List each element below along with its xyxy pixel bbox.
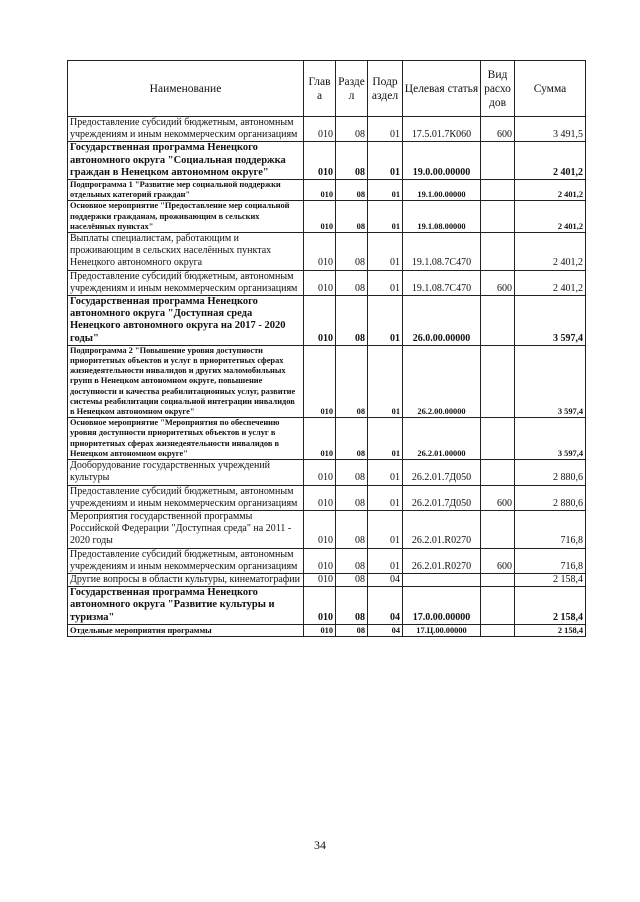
cell-glava: 010 bbox=[304, 587, 336, 625]
cell-glava: 010 bbox=[304, 117, 336, 142]
cell-podrazdel: 04 bbox=[368, 624, 403, 636]
table-row bbox=[68, 345, 586, 417]
cell-vid: 600 bbox=[481, 270, 515, 295]
cell-name: Мероприятия государственной программы Российской Федерации "Доступная среда" на 2011 - 2020 годы bbox=[68, 510, 304, 548]
cell-razdel: 08 bbox=[336, 270, 368, 295]
cell-sum: 2 401,2 bbox=[515, 270, 586, 295]
cell-razdel: 08 bbox=[336, 418, 368, 460]
cell-name: Государственная программа Ненецкого автономного округа "Доступная среда Ненецкого автономного округа на 2017 - 2020 годы" bbox=[68, 296, 304, 346]
cell-vid: 600 bbox=[481, 548, 515, 573]
cell-name: Государственная программа Ненецкого автономного округа "Социальная поддержка граждан в Ненецком автономном округе" bbox=[68, 142, 304, 180]
cell-razdel: 08 bbox=[336, 345, 368, 417]
cell-sum: 716,8 bbox=[515, 510, 586, 548]
header-name: Наименование bbox=[68, 61, 304, 117]
table-row bbox=[68, 573, 586, 586]
table-row bbox=[68, 270, 586, 295]
cell-vid bbox=[481, 180, 515, 201]
cell-glava: 010 bbox=[304, 510, 336, 548]
cell-sum: 2 401,2 bbox=[515, 142, 586, 180]
table-row bbox=[68, 180, 586, 201]
cell-sum: 2 880,6 bbox=[515, 485, 586, 510]
cell-name: Предоставление субсидий бюджетным, автономным учреждениям и иным некоммерческим организациям bbox=[68, 117, 304, 142]
cell-name: Другие вопросы в области культуры, кинематографии bbox=[68, 573, 304, 586]
cell-target: 19.1.08.7С470 bbox=[403, 270, 481, 295]
cell-vid bbox=[481, 233, 515, 271]
cell-target: 19.1.08.00000 bbox=[403, 201, 481, 233]
cell-podrazdel: 01 bbox=[368, 460, 403, 485]
page-number: 34 bbox=[314, 838, 326, 852]
cell-podrazdel: 01 bbox=[368, 510, 403, 548]
cell-podrazdel: 01 bbox=[368, 142, 403, 180]
cell-podrazdel: 01 bbox=[368, 270, 403, 295]
cell-podrazdel: 04 bbox=[368, 587, 403, 625]
table-row bbox=[68, 233, 586, 271]
cell-vid bbox=[481, 142, 515, 180]
cell-razdel: 08 bbox=[336, 117, 368, 142]
cell-glava: 010 bbox=[304, 296, 336, 346]
cell-name: Основное мероприятие "Мероприятия по обеспечению уровня доступности приоритетных объектов и услуг в приоритетных сферах жизнедеятельности инвалидов в Ненецком автономном округе" bbox=[68, 418, 304, 460]
header-row bbox=[68, 61, 586, 117]
cell-glava: 010 bbox=[304, 345, 336, 417]
cell-razdel: 08 bbox=[336, 180, 368, 201]
cell-vid bbox=[481, 624, 515, 636]
table-row bbox=[68, 587, 586, 625]
cell-razdel: 08 bbox=[336, 460, 368, 485]
cell-podrazdel: 01 bbox=[368, 117, 403, 142]
cell-glava: 010 bbox=[304, 270, 336, 295]
cell-razdel: 08 bbox=[336, 573, 368, 586]
cell-razdel: 08 bbox=[336, 201, 368, 233]
cell-razdel: 08 bbox=[336, 548, 368, 573]
cell-name: Предоставление субсидий бюджетным, автономным учреждениям и иным некоммерческим организациям bbox=[68, 270, 304, 295]
cell-vid bbox=[481, 201, 515, 233]
table-row bbox=[68, 117, 586, 142]
cell-glava: 010 bbox=[304, 180, 336, 201]
cell-target: 17.0.00.00000 bbox=[403, 587, 481, 625]
cell-sum: 3 597,4 bbox=[515, 345, 586, 417]
table-row bbox=[68, 460, 586, 485]
cell-name: Отдельные мероприятия программы bbox=[68, 624, 304, 636]
cell-glava: 010 bbox=[304, 418, 336, 460]
cell-podrazdel: 01 bbox=[368, 418, 403, 460]
cell-target: 19.0.00.00000 bbox=[403, 142, 481, 180]
cell-target: 17.Ц.00.00000 bbox=[403, 624, 481, 636]
cell-razdel: 08 bbox=[336, 142, 368, 180]
cell-vid: 600 bbox=[481, 485, 515, 510]
cell-sum: 3 597,4 bbox=[515, 418, 586, 460]
cell-target: 26.0.00.00000 bbox=[403, 296, 481, 346]
cell-sum: 2 158,4 bbox=[515, 587, 586, 625]
cell-podrazdel: 01 bbox=[368, 180, 403, 201]
cell-target: 19.1.08.7С470 bbox=[403, 233, 481, 271]
table-row bbox=[68, 142, 586, 180]
cell-name: Государственная программа Ненецкого автономного округа "Развитие культуры и туризма" bbox=[68, 587, 304, 625]
header-target: Целевая статья bbox=[403, 61, 481, 117]
cell-name: Предоставление субсидий бюджетным, автономным учреждениям и иным некоммерческим организациям bbox=[68, 485, 304, 510]
cell-glava: 010 bbox=[304, 233, 336, 271]
cell-name: Дооборудование государственных учреждений культуры bbox=[68, 460, 304, 485]
cell-razdel: 08 bbox=[336, 296, 368, 346]
cell-podrazdel: 01 bbox=[368, 548, 403, 573]
cell-target: 26.2.01.R0270 bbox=[403, 548, 481, 573]
cell-sum: 2 158,4 bbox=[515, 624, 586, 636]
cell-razdel: 08 bbox=[336, 510, 368, 548]
cell-glava: 010 bbox=[304, 573, 336, 586]
cell-glava: 010 bbox=[304, 548, 336, 573]
header-glava: Глав а bbox=[304, 61, 336, 117]
table-row bbox=[68, 548, 586, 573]
header-podrazdel: Подр аздел bbox=[368, 61, 403, 117]
cell-podrazdel: 04 bbox=[368, 573, 403, 586]
cell-target: 26.2.01.R0270 bbox=[403, 510, 481, 548]
cell-sum: 2 401,2 bbox=[515, 180, 586, 201]
table-row bbox=[68, 296, 586, 346]
cell-sum: 2 158,4 bbox=[515, 573, 586, 586]
cell-vid bbox=[481, 460, 515, 485]
cell-sum: 2 401,2 bbox=[515, 233, 586, 271]
cell-target: 19.1.00.00000 bbox=[403, 180, 481, 201]
cell-podrazdel: 01 bbox=[368, 485, 403, 510]
cell-glava: 010 bbox=[304, 460, 336, 485]
cell-glava: 010 bbox=[304, 624, 336, 636]
cell-target: 26.2.01.7Д050 bbox=[403, 460, 481, 485]
table-row bbox=[68, 510, 586, 548]
cell-target: 26.2.00.00000 bbox=[403, 345, 481, 417]
cell-glava: 010 bbox=[304, 142, 336, 180]
cell-vid bbox=[481, 418, 515, 460]
cell-name: Предоставление субсидий бюджетным, автономным учреждениям и иным некоммерческим организациям bbox=[68, 548, 304, 573]
cell-vid: 600 bbox=[481, 117, 515, 142]
cell-razdel: 08 bbox=[336, 233, 368, 271]
cell-target bbox=[403, 573, 481, 586]
cell-podrazdel: 01 bbox=[368, 296, 403, 346]
cell-name: Основное мероприятие "Предоставление мер социальной поддержки гражданам, проживающим в сельских населённых пунктах" bbox=[68, 201, 304, 233]
cell-vid bbox=[481, 573, 515, 586]
cell-name: Подпрограмма 1 "Развитие мер социальной поддержки отдельных категорий граждан" bbox=[68, 180, 304, 201]
header-razdel: Разде л bbox=[336, 61, 368, 117]
table-row bbox=[68, 201, 586, 233]
cell-name: Выплаты специалистам, работающим и проживающим в сельских населённых пунктах Ненецкого автономного округа bbox=[68, 233, 304, 271]
table-row bbox=[68, 624, 586, 636]
cell-razdel: 08 bbox=[336, 624, 368, 636]
cell-podrazdel: 01 bbox=[368, 201, 403, 233]
cell-target: 26.2.01.7Д050 bbox=[403, 485, 481, 510]
table-row bbox=[68, 485, 586, 510]
cell-name: Подпрограмма 2 "Повышение уровня доступности приоритетных объектов и услуг в приоритетных сферах жизнедеятельности инвалидов и других маломобильных групп в Ненецком автономном округе, повышение доступности и качества реабилитационных услуг, развитие системы реабилитации социальной интеграции инвалидов в Ненецком автономном округе" bbox=[68, 345, 304, 417]
cell-podrazdel: 01 bbox=[368, 233, 403, 271]
header-sum: Сумма bbox=[515, 61, 586, 117]
cell-vid bbox=[481, 587, 515, 625]
cell-sum: 3 491,5 bbox=[515, 117, 586, 142]
cell-vid bbox=[481, 510, 515, 548]
cell-target: 17.5.01.7К060 bbox=[403, 117, 481, 142]
cell-glava: 010 bbox=[304, 485, 336, 510]
cell-sum: 716,8 bbox=[515, 548, 586, 573]
header-vid: Вид расхо дов bbox=[481, 61, 515, 117]
cell-sum: 2 880,6 bbox=[515, 460, 586, 485]
cell-razdel: 08 bbox=[336, 485, 368, 510]
cell-glava: 010 bbox=[304, 201, 336, 233]
cell-vid bbox=[481, 345, 515, 417]
cell-sum: 3 597,4 bbox=[515, 296, 586, 346]
budget-table bbox=[67, 60, 586, 637]
cell-razdel: 08 bbox=[336, 587, 368, 625]
cell-target: 26.2.01.00000 bbox=[403, 418, 481, 460]
cell-sum: 2 401,2 bbox=[515, 201, 586, 233]
cell-vid bbox=[481, 296, 515, 346]
table-row bbox=[68, 418, 586, 460]
cell-podrazdel: 01 bbox=[368, 345, 403, 417]
